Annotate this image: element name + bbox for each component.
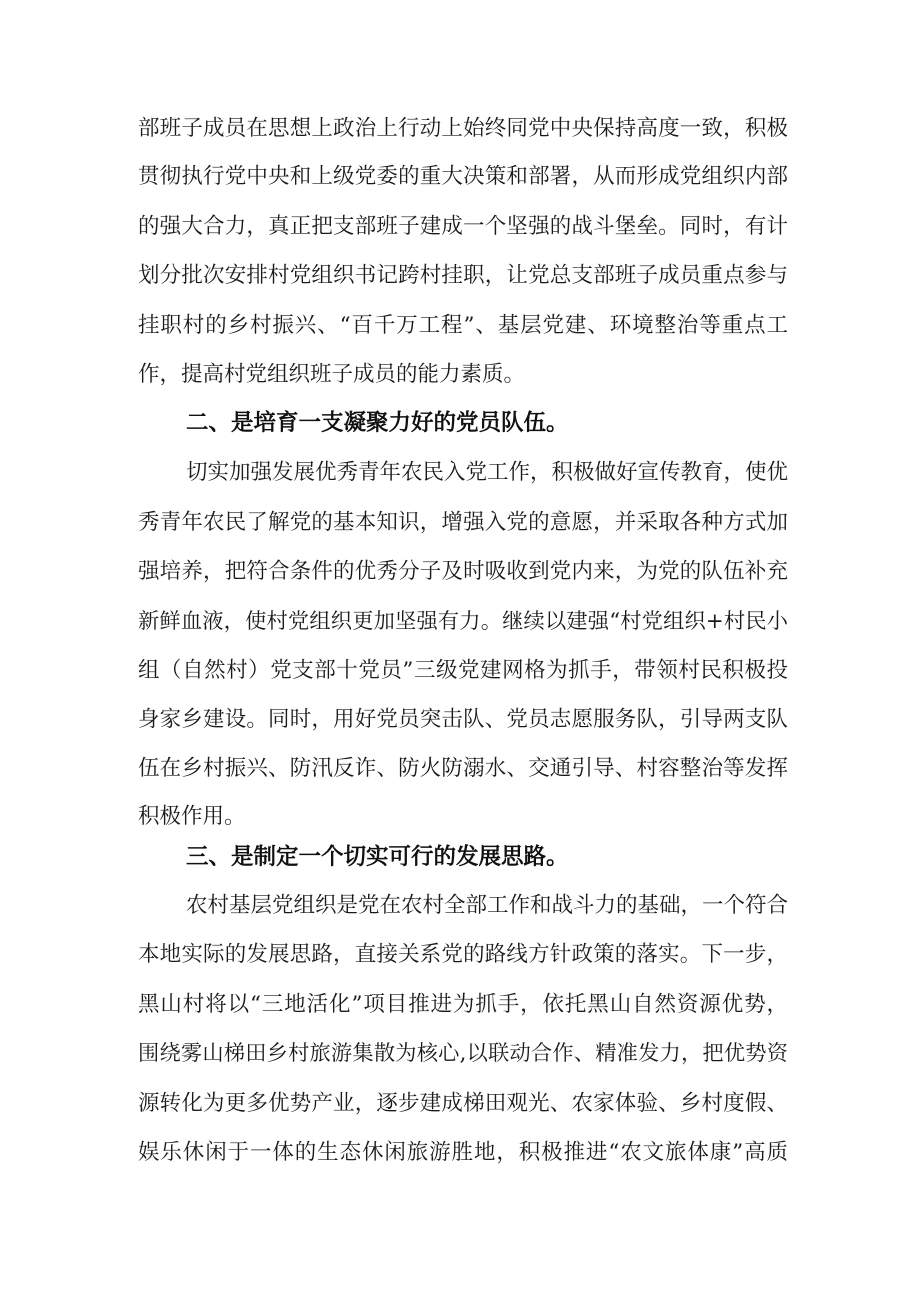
- paragraph-2-line-8: 积极作用。: [138, 804, 246, 829]
- paragraph-3-line-3: 黑山村将以“三地活化”项目推进为抓手，依托黑山自然资源优势，: [138, 992, 788, 1017]
- paragraph-1-line-5: 挂职村的乡村振兴、“百千万工程”、基层党建、环境整治等重点工: [138, 313, 788, 338]
- paragraph-2-line-6: 身家乡建设。同时，用好党员突击队、党员志愿服务队，引导两支队: [138, 707, 788, 732]
- paragraph-3-line-4: 围绕雾山梯田乡村旅游集散为核心,以联动合作、精准发力，把优势资: [138, 1041, 788, 1066]
- paragraph-3-line-1: 农村基层党组织是党在农村全部工作和战斗力的基础，一个符合: [186, 893, 789, 918]
- paragraph-2-line-2: 秀青年农民了解党的基本知识，增强入党的意愿，并采取各种方式加: [138, 510, 788, 535]
- paragraph-2-line-4: 新鲜血液，使村党组织更加坚强有力。继续以建强“村党组织+村民小: [138, 609, 788, 634]
- paragraph-1-line-1: 部班子成员在思想上政治上行动上始终同党中央保持高度一致，积极: [138, 116, 788, 141]
- section-heading-3: 三、是制定一个切实可行的发展思路。: [186, 844, 569, 870]
- paragraph-3-line-2: 本地实际的发展思路，直接关系党的路线方针政策的落实。下一步，: [138, 942, 788, 967]
- paragraph-2-line-5: 组（自然村）党支部十党员”三级党建网格为抓手，带领村民积极投: [138, 658, 788, 683]
- paragraph-3-line-6: 娱乐休闲于一体的生态休闲旅游胜地，积极推进“农文旅体康”高质: [138, 1140, 788, 1165]
- paragraph-1-line-6: 作，提高村党组织班子成员的能力素质。: [138, 362, 526, 387]
- paragraph-1-line-2: 贯彻执行党中央和上级党委的重大决策和部署，从而形成党组织内部: [138, 164, 788, 189]
- paragraph-2-line-7: 伍在乡村振兴、防汛反诈、防火防溺水、交通引导、村容整治等发挥: [138, 756, 788, 781]
- paragraph-1-line-4: 划分批次安排村党组织书记跨村挂职，让党总支部班子成员重点参与: [138, 263, 788, 288]
- paragraph-3-line-5: 源转化为更多优势产业，逐步建成梯田观光、农家体验、乡村度假、: [138, 1091, 788, 1116]
- paragraph-2-line-3: 强培养，把符合条件的优秀分子及时吸收到党内来，为党的队伍补充: [138, 559, 788, 584]
- paragraph-1-line-3: 的强大合力，真正把支部班子建成一个坚强的战斗堡垒。同时，有计: [138, 214, 788, 239]
- paragraph-2-line-1: 切实加强发展优秀青年农民入党工作，积极做好宣传教育，使优: [186, 460, 789, 485]
- section-heading-2: 二、是培育一支凝聚力好的党员队伍。: [186, 410, 569, 436]
